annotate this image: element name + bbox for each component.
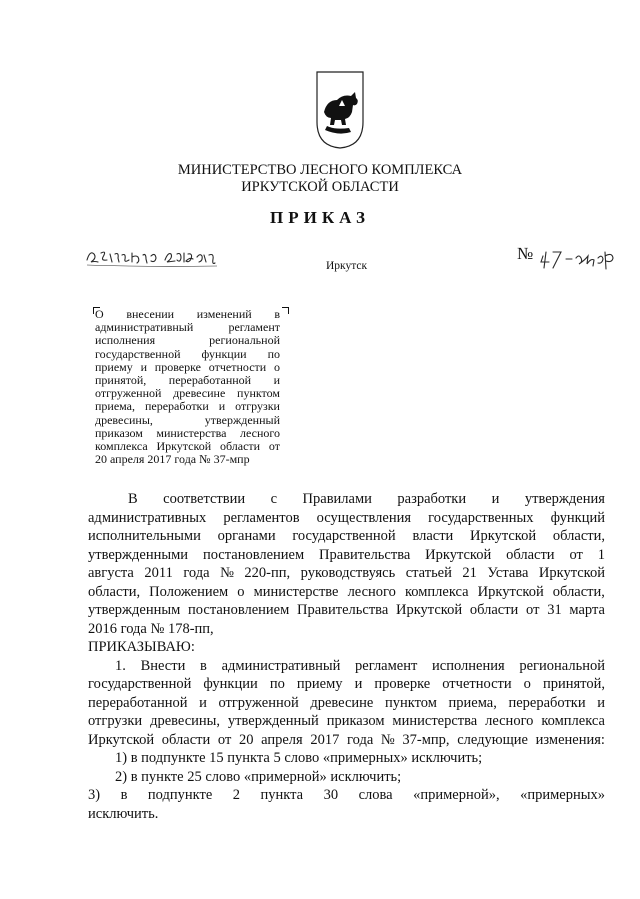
word: постановлением: [188, 602, 290, 618]
body-line: [88, 712, 605, 731]
word: 2016 года № 178-пп,: [88, 620, 214, 637]
body-line: [88, 509, 605, 528]
word: Иркутской: [538, 565, 605, 581]
word: приему: [296, 676, 343, 692]
word: августа: [88, 565, 134, 581]
word: исполнительными: [88, 528, 201, 544]
word: лесного: [347, 583, 396, 600]
body-line: [88, 601, 605, 620]
word: проверке: [154, 359, 201, 374]
word: области,: [552, 528, 605, 544]
word: слова: [358, 787, 393, 803]
body-line: [88, 731, 605, 750]
word: от: [217, 731, 232, 748]
word: 2) в пункте 25 слово «примерной» исключить;: [115, 768, 402, 785]
word: и: [199, 694, 207, 711]
word: следующие: [457, 731, 528, 748]
body-line: [88, 638, 605, 657]
word: функции: [201, 346, 247, 361]
word: №: [220, 565, 234, 581]
coat-of-arms-icon: [315, 70, 365, 150]
word: принятой,: [95, 373, 147, 388]
word: 30: [323, 787, 339, 803]
word: изменений: [196, 307, 252, 321]
word: В: [128, 491, 138, 507]
word: области: [219, 439, 261, 454]
body-line: [88, 527, 605, 546]
word: по: [267, 346, 280, 361]
word: исполнения: [95, 333, 156, 348]
body-line: [88, 546, 605, 565]
word: отгрузки: [88, 713, 143, 729]
word: Иркутской: [396, 602, 463, 618]
word: в: [274, 307, 280, 321]
word: органами: [217, 528, 276, 544]
body-line: [88, 657, 605, 676]
word: 1.: [115, 657, 126, 674]
word: регламент: [355, 657, 418, 674]
word: проверке: [374, 676, 431, 692]
body-line: [88, 675, 605, 694]
body-line: [88, 564, 605, 583]
body-line: [88, 620, 605, 639]
word: приема,: [95, 399, 136, 414]
word: переработки: [144, 399, 209, 414]
word: №: [380, 731, 395, 748]
word: 31: [547, 602, 562, 618]
body-line: [88, 786, 605, 805]
word: Внести: [140, 657, 186, 674]
word: и: [491, 491, 500, 507]
handwritten-number: [539, 242, 617, 270]
ministry-name: [0, 162, 640, 196]
body-line: [88, 805, 605, 824]
word: приказом: [326, 713, 385, 729]
word: министерства: [392, 713, 478, 729]
word: приема,: [448, 694, 497, 711]
word: разработки: [397, 491, 467, 507]
word: Положением: [149, 583, 229, 600]
word: подпункте: [147, 787, 213, 803]
word: от: [268, 439, 280, 454]
word: 3): [88, 787, 101, 803]
order-body: [88, 490, 605, 823]
word: 2: [232, 787, 241, 803]
handwritten-date: [85, 244, 220, 270]
word: о: [237, 583, 245, 600]
word: ПРИКАЗЫВАЮ:: [88, 639, 195, 655]
word: марта: [569, 602, 605, 618]
word: Правительства: [297, 602, 389, 618]
right-corner-bracket: [282, 307, 289, 314]
word: утвержденным: [88, 602, 181, 618]
word: соответствии: [163, 491, 246, 507]
body-line: [88, 490, 605, 509]
subject-line: [95, 348, 280, 361]
word: отчетности: [442, 676, 512, 692]
word: руководствуясь: [300, 565, 396, 581]
word: комплекса: [95, 439, 148, 454]
word: региональной: [209, 333, 280, 348]
word: регламентов: [223, 509, 300, 526]
word: области,: [88, 583, 141, 600]
word: Правительства: [319, 546, 411, 563]
word: постановлением: [202, 546, 305, 563]
word: области,: [552, 583, 605, 600]
word: исполнения: [432, 657, 505, 674]
word: года: [347, 731, 374, 748]
word: принятой,: [542, 676, 605, 692]
ministry-name-line-2: ИРКУТСКОЙ ОБЛАСТИ: [241, 179, 399, 195]
document-number: [517, 242, 617, 270]
word: переработанной: [168, 373, 252, 388]
word: Иркутской: [425, 546, 492, 563]
order-subject: [95, 308, 280, 466]
word: государственной: [88, 676, 192, 692]
word: отгрузки: [235, 399, 280, 414]
word: 1) в подпункте 15 пункта 5 слово «примерных» исключить;: [115, 750, 483, 766]
body-line: [88, 768, 605, 787]
word: отгруженной: [218, 694, 299, 711]
city-name: Иркутск: [326, 260, 368, 272]
word: административный: [95, 320, 194, 335]
word: Устава: [487, 565, 529, 581]
subject-line: [95, 414, 280, 427]
subject-line: [95, 453, 280, 466]
word: и: [354, 676, 363, 692]
word: в: [120, 787, 128, 803]
word: переработки: [508, 694, 586, 711]
word: от: [569, 546, 583, 563]
word: 21: [462, 565, 477, 581]
word: от: [526, 602, 540, 618]
word: древесине: [173, 386, 226, 401]
word: апреля: [261, 731, 303, 748]
word: о: [523, 676, 531, 692]
word: древесины,: [150, 713, 221, 729]
word: о: [273, 359, 280, 374]
word: Иркутской: [477, 583, 544, 600]
word: утвержденный: [204, 412, 280, 427]
body-line: [88, 583, 605, 602]
word: отчетности: [208, 359, 267, 374]
number-sign: №: [517, 244, 534, 263]
word: министерстве: [253, 583, 339, 600]
word: «примерной»,: [413, 787, 500, 803]
word: 20 апреля 2017 года № 37-мпр: [95, 452, 250, 467]
word: 2011: [144, 565, 173, 581]
word: власти: [412, 528, 454, 544]
word: О: [95, 307, 104, 321]
word: с: [270, 491, 278, 507]
word: Иркутской: [156, 439, 212, 454]
word: утвержденными: [88, 546, 189, 563]
word: статьей: [405, 565, 452, 581]
word: по: [269, 676, 285, 692]
ministry-name-line-1: МИНИСТЕРСТВО ЛЕСНОГО КОМПЛЕКСА: [177, 162, 463, 178]
word: пунктом: [384, 694, 437, 711]
word: области: [506, 546, 555, 563]
word: Иркутской: [88, 731, 155, 748]
word: административный: [221, 657, 341, 674]
word: пунктом: [237, 386, 280, 401]
word: осуществления: [316, 509, 412, 526]
word: и: [218, 399, 226, 414]
word: функции: [203, 676, 258, 692]
word: государственной: [95, 346, 181, 361]
word: пункта: [260, 787, 304, 803]
subject-line: [95, 400, 280, 413]
word: в: [200, 657, 207, 674]
word: комплекса: [404, 583, 469, 600]
word: года: [183, 565, 210, 581]
word: 20: [238, 731, 254, 748]
word: внесении: [126, 307, 175, 321]
word: приему: [95, 359, 133, 374]
word: 1: [597, 546, 605, 563]
word: «примерных»: [520, 787, 605, 803]
word: области: [469, 602, 519, 618]
word: древесине: [310, 694, 374, 711]
word: министерства: [156, 425, 227, 440]
word: лесного: [485, 713, 534, 729]
word: административных: [88, 509, 207, 526]
word: древесины,: [95, 412, 153, 427]
word: утвержденный: [227, 713, 319, 729]
word: приказом: [95, 425, 143, 440]
body-line: [88, 694, 605, 713]
word: Иркутской: [470, 528, 537, 544]
word: и: [273, 373, 280, 388]
word: области: [161, 731, 211, 748]
word: изменения:: [535, 731, 605, 748]
word: лесного: [240, 425, 280, 440]
subject-line: [95, 334, 280, 347]
word: и: [597, 694, 605, 711]
word: 2017: [310, 731, 340, 748]
word: отгруженной: [95, 386, 162, 401]
word: региональной: [519, 657, 605, 674]
word: утверждения: [524, 491, 605, 507]
word: функций: [550, 509, 605, 526]
word: регламент: [228, 320, 280, 335]
word: государственных: [428, 509, 534, 526]
body-line: [88, 749, 605, 768]
word: государственной: [292, 528, 396, 544]
word: и: [140, 359, 147, 374]
word: 220-пп,: [244, 565, 291, 581]
word: 37-мпр,: [402, 731, 450, 748]
word: комплекса: [541, 713, 605, 729]
word: Правилами: [302, 491, 372, 507]
word: исключить.: [88, 805, 159, 822]
word: переработанной: [88, 694, 188, 711]
document-type-title: ПРИКАЗ: [270, 208, 370, 227]
